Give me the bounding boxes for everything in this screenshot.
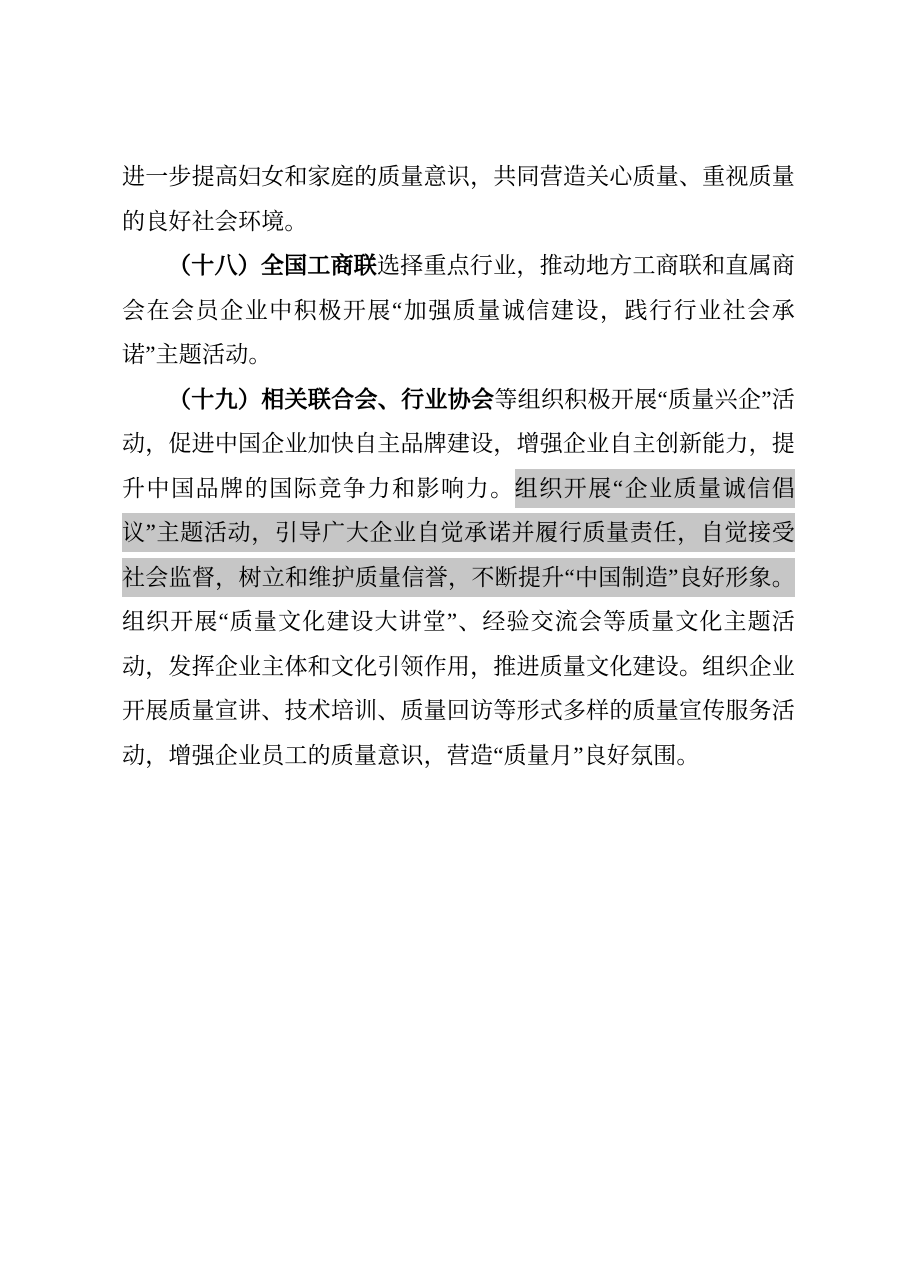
body-text: 组织开展“质量文化建设大讲堂”、经验交流会等质量文化主题活动，发挥企业主体和文化引领作用，推进质量文化建设。组织企业开展质量宣讲、技术培训、质量回访等形式多样的质量宣传服务活动，增强企业员工的质量意识，营造“质量月”良好氛围。 [122, 609, 795, 768]
bold-lead-text: （十九）相关联合会、行业协会 [168, 386, 495, 412]
paragraph [122, 155, 795, 244]
text-block [122, 155, 795, 778]
paragraph [122, 378, 795, 779]
paragraph [122, 244, 795, 378]
highlighted-text: 组织开展“企业质量诚信倡议”主题活动，引导广大企业自觉承诺并履行质量责任，自觉接受社会监督，树立和维护质量信誉，不断提升“中国制造”良好形象。 [122, 469, 795, 597]
body-text: 选择重点行业，推动地方工商联和直属商会在会员企业中积极开展“加强质量诚信建设，践行行业社会承诺”主题活动。 [122, 253, 795, 367]
body-text: 等组织积极开展“质量兴企”活动，促进中国企业加快自主品牌建设，增强企业自主创新能力，提升中国品牌的国际竞争力和影响力。 [122, 386, 795, 501]
bold-lead-text: （十八）全国工商联 [168, 253, 378, 278]
body-text: 进一步提高妇女和家庭的质量意识，共同营造关心质量、重视质量的良好社会环境。 [122, 164, 795, 234]
